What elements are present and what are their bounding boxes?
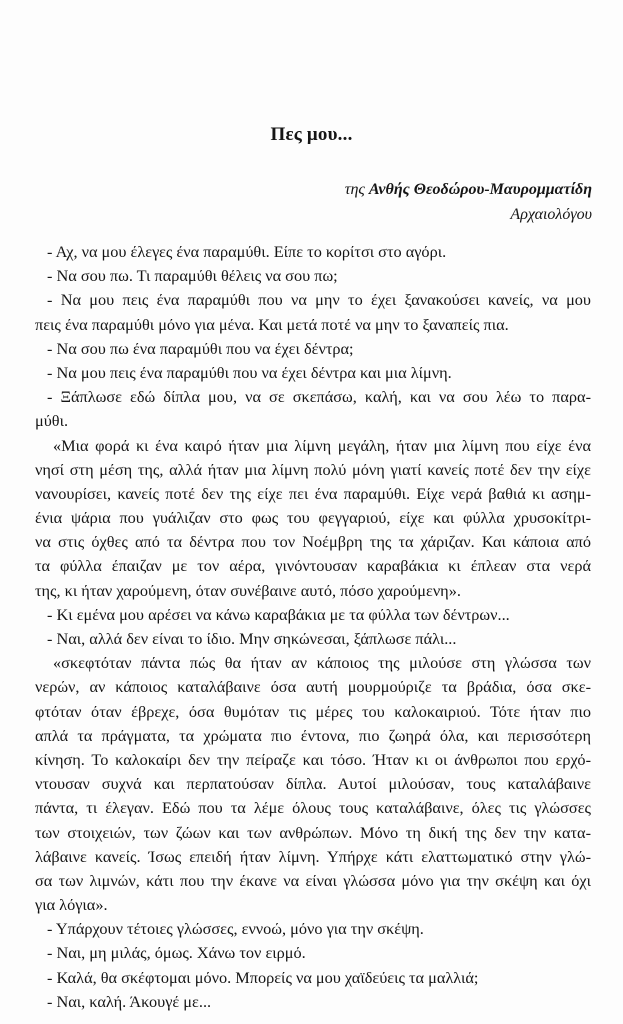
text-line: ένια ψάρια που γυάλιζαν στο φως του φεγγαριού, είχε και φύλλα χρυσοκίτρι- xyxy=(35,508,591,528)
author-name: Ανθής Θεοδώρου-Μαυρομματίδη xyxy=(368,181,592,198)
text-line: - Να σου πω. Τι παραμύθι θέλεις να σου πω; xyxy=(47,266,338,286)
text-line: νερών, αν κάποιος καταλάβαινε όσα αυτή μουρμούριζε τα βράδια, όσα σκε- xyxy=(35,677,591,697)
text-line: - Ναι, καλή. Άκουγέ με... xyxy=(47,991,212,1011)
byline xyxy=(345,177,592,227)
text-line: - Ναι, αλλά δεν είναι το ίδιο. Μην σηκώνεσαι, ξάπλωσε πάλι... xyxy=(47,629,457,648)
text-line: - Ναι, μη μιλάς, όμως. Χάνω τον ειρμό. xyxy=(47,943,306,963)
text-line: μύθι. xyxy=(35,411,69,431)
text-line: - Αχ, να μου έλεγες ένα παραμύθι. Είπε το κορίτσι στο αγόρι. xyxy=(47,242,447,261)
text-line: φτόταν όταν έβρεχε, όσα θυμόταν τις μέρες του καλοκαιριού. Τότε ήταν πιο xyxy=(35,701,591,721)
story-text xyxy=(35,240,591,1014)
author-line xyxy=(345,177,592,202)
text-line: για λόγια». xyxy=(35,895,108,915)
text-line: - Να μου πεις ένα παραμύθι που να έχει δέντρα και μια λίμνη. xyxy=(47,362,452,382)
text-line: - Υπάρχουν τέτοιες γλώσσες, εννοώ, μόνο για την σκέψη. xyxy=(47,919,424,939)
text-line: - Να μου πεις ένα παραμύθι που να μην το έχει ξανακούσει κανείς, να μου xyxy=(47,290,591,310)
text-line: ντουσαν συχνά και περπατούσαν δίπλα. Αυτοί μιλούσαν, τους καταλάβαινε xyxy=(35,774,591,794)
text-line: - Ξάπλωσε εδώ δίπλα μου, να σε σκεπάσω, καλή, και να σου λέω το παρα- xyxy=(47,387,591,407)
text-line: νανουρίσει, κανείς ποτέ δεν της είχε πει ένα παραμύθι. Είχε νερά βαθιά κι ασημ- xyxy=(35,483,591,503)
text-line: κίνηση. Το καλοκαίρι δεν την πείραζε και τόσο. Ήταν κι οι άνθρωποι που ερχό- xyxy=(35,749,591,769)
author-prefix: της xyxy=(344,181,365,198)
text-line: τα φύλλα έπαιζαν με τον αέρα, γινόντουσαν καραβάκια κι έπλεαν στα νερά xyxy=(35,556,591,576)
text-line: να στις όχθες από τα δέντρα που τον Νοέμβρη της τα χάριζαν. Και κάποια από xyxy=(35,532,591,552)
text-line: «Μια φορά κι ένα καιρό ήταν μια λίμνη μεγάλη, ήταν μια λίμνη που είχε ένα xyxy=(53,435,591,455)
author-role: Αρχαιολόγου xyxy=(510,206,592,223)
text-line: λάβαινε κανείς. Ίσως επειδή ήταν λίμνη. Υπήρχε κάτι ελαττωματικό στην γλώ- xyxy=(35,846,591,866)
text-line: σα των λιμνών, κάτι που την έκανε να είναι γλώσσα μόνο για την σκέψη και όχι xyxy=(35,870,591,890)
text-line: νησί στη μέση της, αλλά ήταν μια λίμνη πολύ μόνη γιατί κανείς ποτέ δεν την είχε xyxy=(35,459,591,479)
text-line: πεις ένα παραμύθι μόνο για μένα. Και μετά ποτέ να μην το ξαναπείς πια. xyxy=(35,314,509,334)
text-line: - Κι εμένα μου αρέσει να κάνω καραβάκια με τα φύλλα των δέντρων... xyxy=(47,604,510,624)
text-line: της, κι ήταν χαρούμενη, όταν συνέβαινε αυτό, πόσο χαρούμενη». xyxy=(35,580,461,600)
text-line: απλά τα πράγματα, τα χρώματα πιο έντονα, πιο ζωηρά όλα, και περισσότερη xyxy=(35,725,591,745)
text-line: - Να σου πω ένα παραμύθι που να έχει δέντρα; xyxy=(47,338,354,358)
text-line: «σκεφτόταν πάντα πώς θα ήταν αν κάποιος της μιλούσε στη γλώσσα των xyxy=(53,653,591,673)
page-title: Πες μου... xyxy=(270,124,353,145)
text-line: - Καλά, θα σκέφτομαι μόνο. Μπορείς να μου χαϊδεύεις τα μαλλιά; xyxy=(47,967,479,987)
text-line: των στοιχειών, των ζώων και των ανθρώπων. Μόνο τη δική της δεν την κατα- xyxy=(35,822,591,842)
text-line: πάντα, τι έλεγαν. Εδώ που τα λέμε όλους τους καταλάβαινε, όλες τις γλώσσες xyxy=(35,798,591,818)
